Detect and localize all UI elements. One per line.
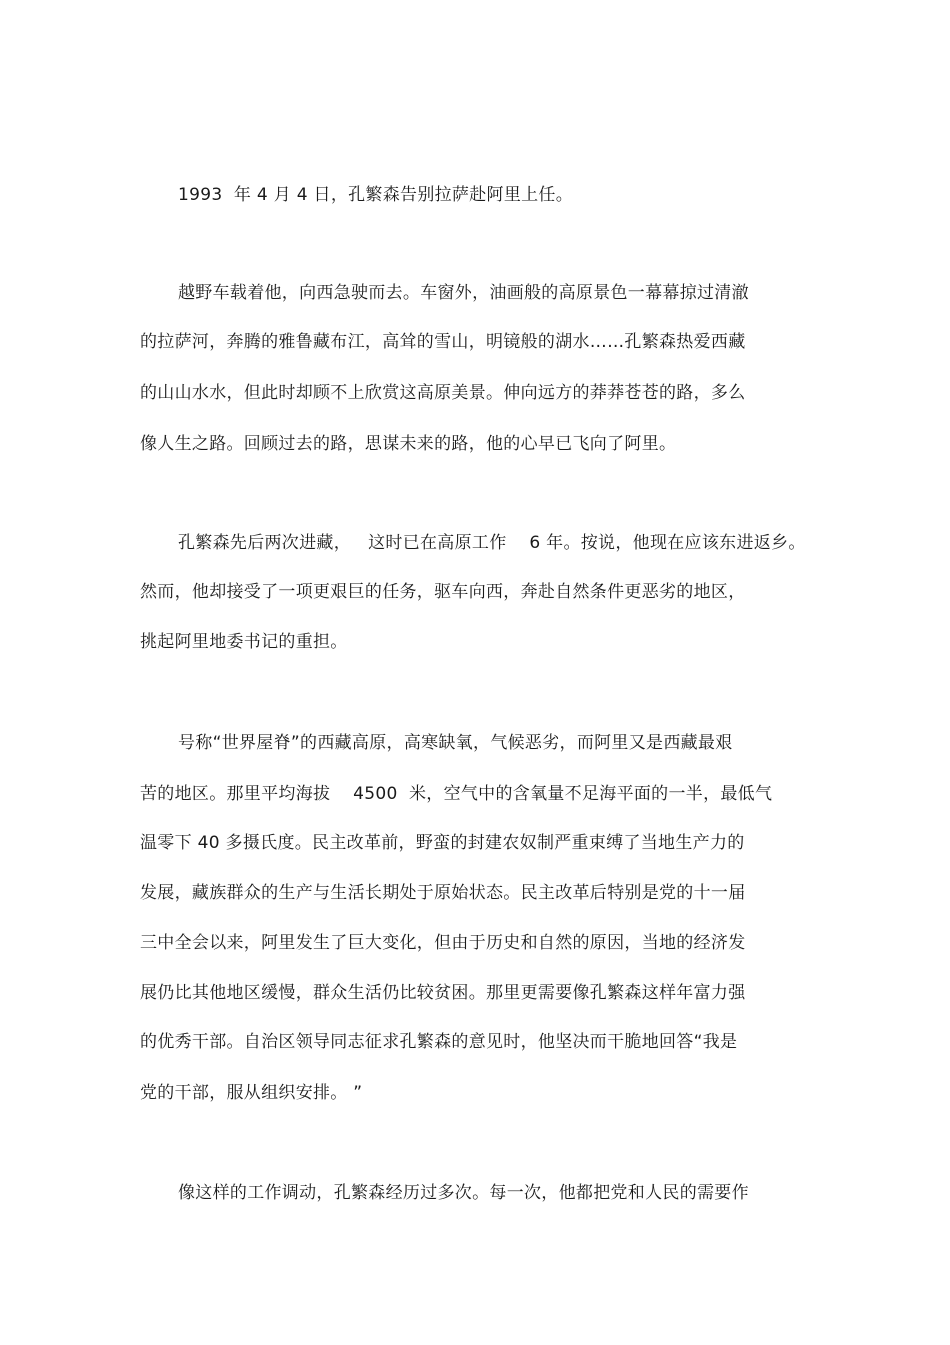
paragraph-4-line-1: 号称“世界屋脊”的西藏高原，高寒缺氧，气候恶劣，而阿里又是西藏最艰 bbox=[178, 733, 733, 753]
paragraph-3-line-3: 挑起阿里地委书记的重担。 bbox=[140, 632, 348, 652]
paragraph-4-line-8: 党的干部，服从组织安排。 ” bbox=[140, 1083, 363, 1103]
paragraph-4-line-2: 苦的地区。那里平均海拔 4500 米，空气中的含氧量不足海平面的一半，最低气 bbox=[140, 784, 773, 804]
paragraph-4-line-6: 展仍比其他地区缓慢，群众生活仍比较贫困。那里更需要像孔繁森这样年富力强 bbox=[140, 983, 746, 1003]
paragraph-2-line-4: 像人生之路。回顾过去的路，思谋未来的路，他的心早已飞向了阿里。 bbox=[140, 434, 677, 454]
paragraph-4-line-4: 发展，藏族群众的生产与生活长期处于原始状态。民主改革后特别是党的十一届 bbox=[140, 883, 746, 903]
paragraph-2-line-1: 越野车载着他，向西急驶而去。车窗外，油画般的高原景色一幕幕掠过清澈 bbox=[178, 283, 749, 303]
paragraph-3-line-2: 然而，他却接受了一项更艰巨的任务，驱车向西，奔赴自然条件更恶劣的地区， bbox=[140, 582, 746, 602]
paragraph-4-line-3: 温零下 40 多摄氏度。民主改革前，野蛮的封建农奴制严重束缚了当地生产力的 bbox=[140, 833, 745, 853]
paragraph-1-line-1: 1993 年 4 月 4 日，孔繁森告别拉萨赴阿里上任。 bbox=[178, 185, 574, 205]
paragraph-5-line-1: 像这样的工作调动，孔繁森经历过多次。每一次，他都把党和人民的需要作 bbox=[178, 1183, 749, 1203]
paragraph-4-line-7: 的优秀干部。自治区领导同志征求孔繁森的意见时，他坚决而干脆地回答“我是 bbox=[140, 1032, 738, 1052]
paragraph-3-line-1: 孔繁森先后两次进藏， 这时已在高原工作 6 年。按说，他现在应该东进返乡。 bbox=[178, 533, 806, 553]
paragraph-4-line-5: 三中全会以来，阿里发生了巨大变化，但由于历史和自然的原因，当地的经济发 bbox=[140, 933, 746, 953]
paragraph-2-line-3: 的山山水水，但此时却顾不上欣赏这高原美景。伸向远方的莽莽苍苍的路，多么 bbox=[140, 383, 746, 403]
paragraph-2-line-2: 的拉萨河，奔腾的雅鲁藏布江，高耸的雪山，明镜般的湖水……孔繁森热爱西藏 bbox=[140, 332, 746, 352]
